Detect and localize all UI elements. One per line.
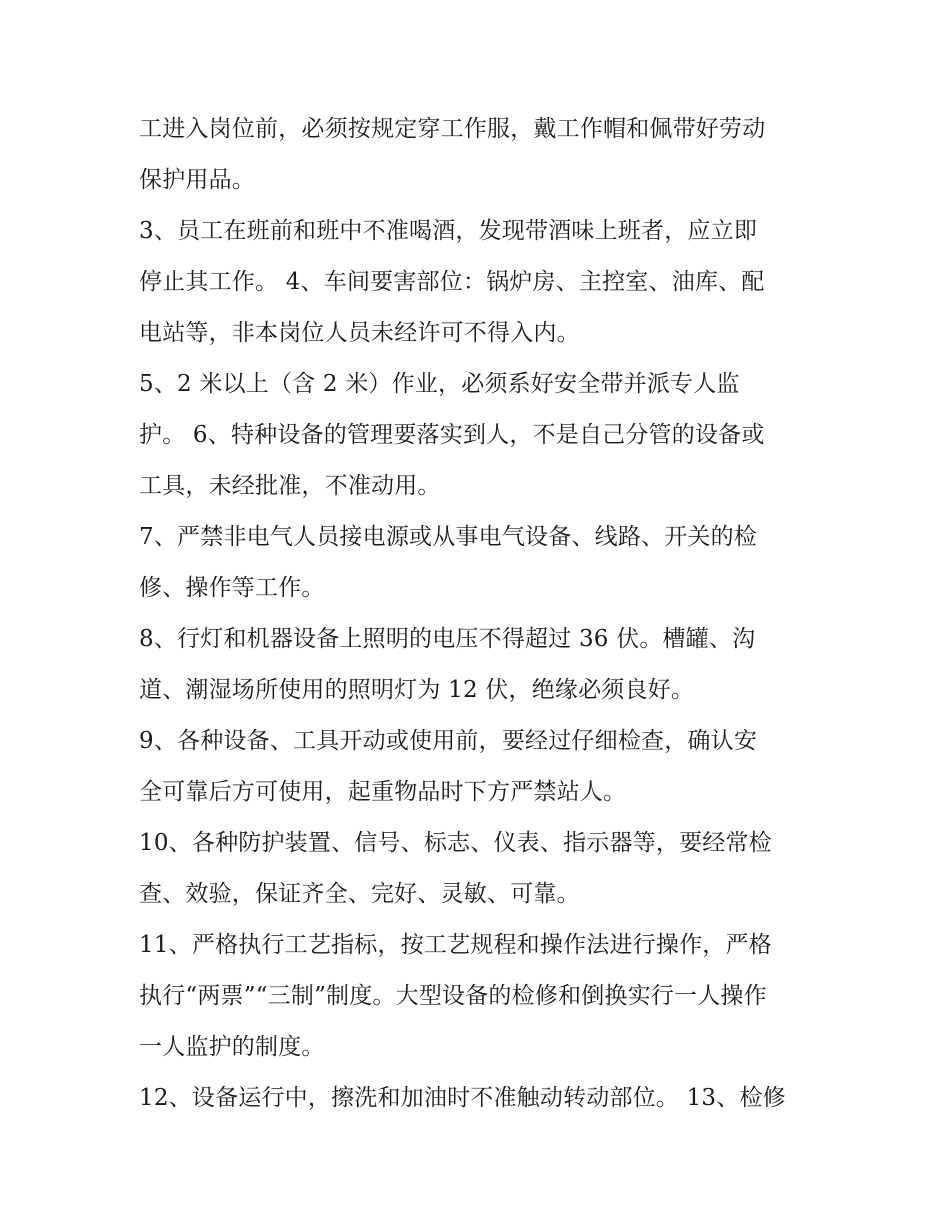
text-line: 12、设备运行中，擦洗和加油时不准触动转动部位。 13、检修: [139, 1085, 786, 1111]
text-line: 5、2 米以上（含 2 米）作业，必须系好安全带并派专人监: [139, 371, 740, 397]
text-line: 9、各种设备、工具开动或使用前，要经过仔细检查，确认安: [139, 728, 758, 754]
text-line: 3、员工在班前和班中不准喝酒，发现带酒味上班者，应立即: [139, 218, 758, 244]
text-line: 一人监护的制度。: [139, 1034, 325, 1060]
text-line: 11、严格执行工艺指标，按工艺规程和操作法进行操作，严格: [139, 932, 772, 958]
text-line: 10、各种防护装置、信号、标志、仪表、指示器等，要经常检: [139, 830, 772, 856]
text-line: 电站等，非本岗位人员未经许可不得入内。: [139, 320, 580, 346]
text-line: 工具，未经批准，不准动用。: [139, 473, 441, 499]
text-line: 查、效验，保证齐全、完好、灵敏、可靠。: [139, 881, 580, 907]
text-line: 修、操作等工作。: [139, 575, 325, 601]
text-line: 7、严禁非电气人员接电源或从事电气设备、线路、开关的检: [139, 524, 758, 550]
text-line: 保护用品。: [139, 167, 255, 193]
document-body: [139, 104, 839, 1124]
text-line: 执行“两票”“三制”制度。大型设备的检修和倒换实行一人操作: [139, 983, 767, 1009]
text-line: 停止其工作。 4、车间要害部位：锅炉房、主控室、油库、配: [139, 269, 765, 295]
text-line: 全可靠后方可使用，起重物品时下方严禁站人。: [139, 779, 627, 805]
text-line: 工进入岗位前，必须按规定穿工作服，戴工作帽和佩带好劳动: [139, 116, 766, 142]
text-line: 8、行灯和机器设备上照明的电压不得超过 36 伏。槽罐、沟: [139, 626, 756, 652]
text-line: 护。 6、特种设备的管理要落实到人，不是自己分管的设备或: [139, 422, 765, 448]
text-line: 道、潮湿场所使用的照明灯为 12 伏，绝缘必须良好。: [139, 677, 695, 703]
